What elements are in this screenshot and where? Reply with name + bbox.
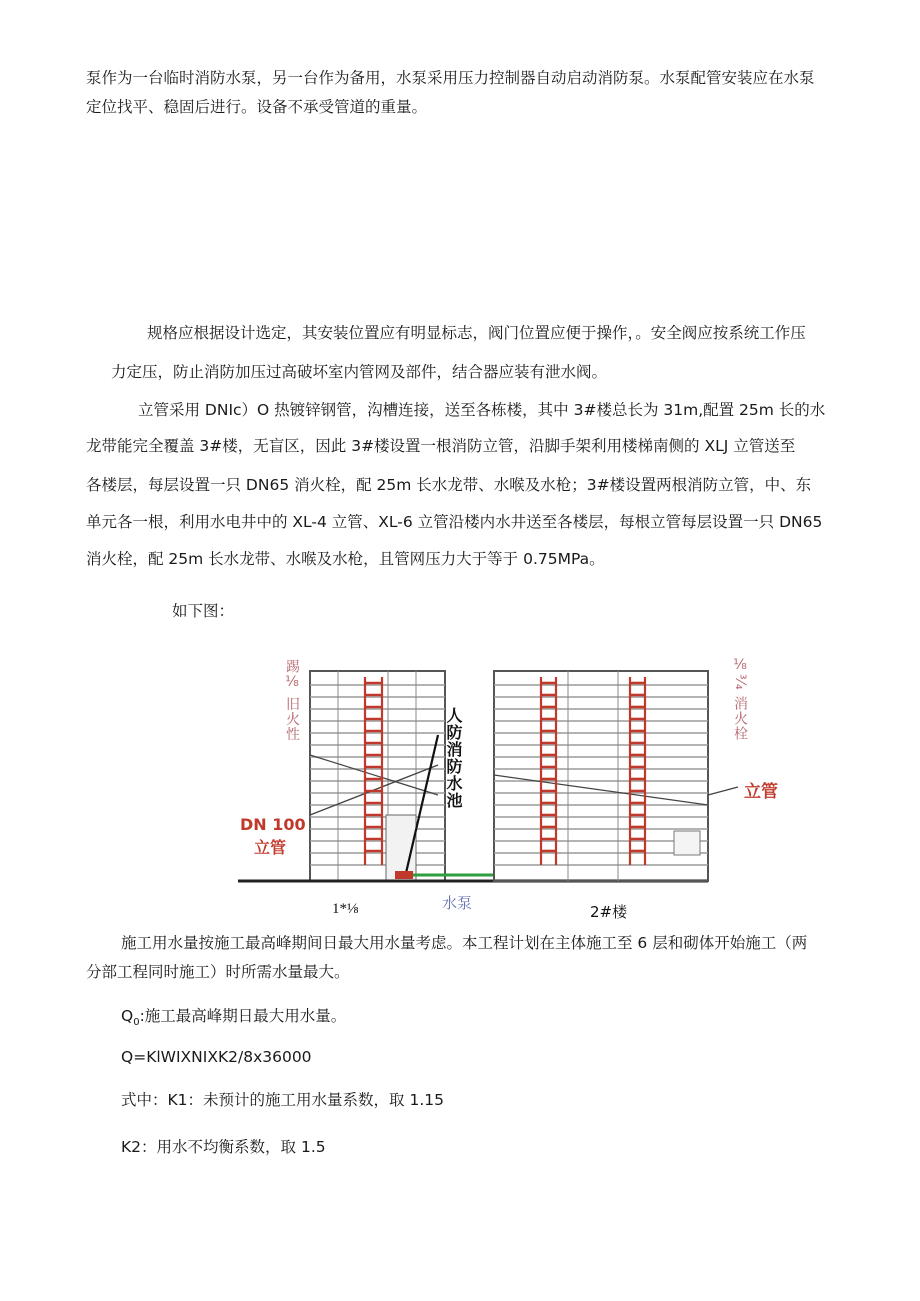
paragraph-riser-line-1: 立管采用 DNIc）O 热镀锌钢管，沟槽连接，送至各栋楼，其中 3#楼总长为 31m,配置 25m 长的水: [138, 401, 826, 419]
water-formula: Q=KlWIXNIXK2/8x36000: [121, 1048, 312, 1066]
q0-text: :施工最高峰期日最大用水量。: [139, 1007, 347, 1025]
right-hydrant-label: ⅛³⁄₄ 消火栓: [732, 657, 748, 742]
paragraph-valve-line-2: 力定压，防止消防加压过高破坏室内管网及部件，结合器应装有泄水阀。: [111, 363, 608, 381]
paragraph-riser-line-3: 各楼层，每层设置一只 DN65 消火栓，配 25m 长水龙带、水喉及水枪；3#楼设置两根消防立管，中、东: [86, 476, 812, 494]
figure-intro: 如下图：: [172, 602, 235, 620]
building-2-riser-b: [630, 677, 645, 865]
paragraph-pump-line-2: 定位找平、稳固后进行。设备不承受管道的重量。: [86, 98, 428, 116]
building-1: [310, 671, 445, 881]
dn100-label: DN 100: [240, 815, 306, 834]
fire-pool-label: 人防消防水池: [444, 707, 463, 809]
q0-definition: [121, 1006, 346, 1033]
building-2-riser-a: [541, 677, 556, 865]
q0-subscript: 0: [133, 1017, 140, 1029]
riser-label-right: 立管: [744, 782, 778, 802]
k1-definition: 式中：K1：未预计的施工用水量系数，取 1.15: [121, 1091, 444, 1109]
riser-label-left: 立管: [254, 838, 287, 857]
building-2: [494, 671, 708, 881]
left-hydrant-label: 踢⅛ 旧火性: [284, 659, 300, 742]
paragraph-pump-line-1: 泵作为一台临时消防水泵，另一台作为备用，水泵采用压力控制器自动启动消防泵。水泵配管安装应在水泵: [86, 69, 815, 87]
pump-block: [395, 871, 413, 879]
paragraph-water-line-1: 施工用水量按施工最高峰期间日最大用水量考虑。本工程计划在主体施工至 6 层和砌体开始施工（两: [121, 934, 808, 952]
paragraph-valve-line-1: 规格应根据设计选定，其安装位置应有明显标志，阀门位置应便于操作，。安全阀应按系统工作压: [147, 324, 806, 342]
k2-definition: K2：用水不均衡系数，取 1.5: [121, 1138, 326, 1156]
paragraph-riser-line-5: 消火栓，配 25m 长水龙带、水喉及水枪，且管网压力大于等于 0.75MPa。: [86, 550, 605, 568]
fire-riser-diagram: [238, 655, 798, 921]
q0-symbol: Q: [121, 1007, 134, 1025]
building-elevation-drawing: [238, 655, 798, 915]
paragraph-water-line-2: 分部工程同时施工）时所需水量最大。: [86, 963, 350, 981]
building-1-label: 1*⅛: [332, 901, 359, 917]
riser-pointer: [708, 787, 738, 795]
pump-label: 水泵: [442, 894, 473, 912]
building-1-riser: [365, 677, 382, 865]
paragraph-riser-line-2: 龙带能完全覆盖 3#楼，无盲区，因此 3#楼设置一根消防立管，沿脚手架利用楼梯南侧的 XLJ 立管送至: [86, 437, 796, 455]
building-2-label: 2#楼: [590, 903, 628, 921]
paragraph-riser-line-4: 单元各一根，利用水电井中的 XL-4 立管、XL-6 立管沿楼内水井送至各楼层，每根立管每层设置一只 DN65: [86, 513, 823, 531]
